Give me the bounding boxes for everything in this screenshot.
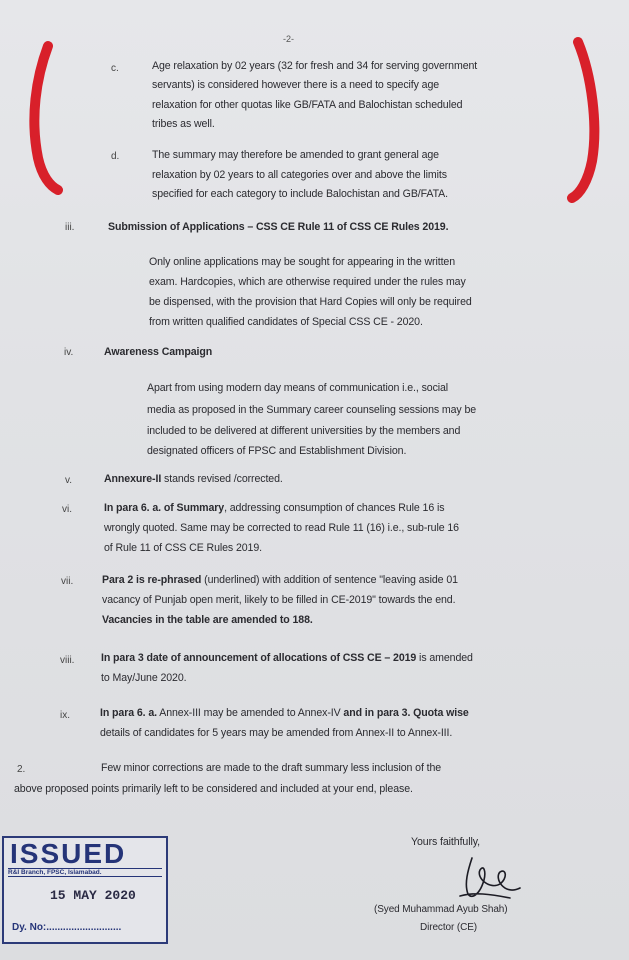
item-iv-line-2: media as proposed in the Summary career counseling sessions may be bbox=[147, 404, 477, 416]
item-iv-line-1: Apart from using modern day means of communication i.e., social bbox=[147, 382, 449, 394]
item-d-line-1: The summary may therefore be amended to grant general age bbox=[152, 149, 439, 161]
item-ix-bold-2: and in para 3. Quota wise bbox=[343, 707, 469, 719]
item-vi-line-2: wrongly quoted. Same may be corrected to read Rule 11 (16) i.e., sub-rule 16 bbox=[104, 522, 459, 534]
item-viii-bold: In para 3 date of announcement of allocations of CSS CE – 2019 bbox=[101, 652, 417, 664]
item-ix-bold: In para 6. a. bbox=[100, 707, 157, 719]
red-left-bracket-mark bbox=[20, 38, 70, 198]
closing-name: (Syed Muhammad Ayub Shah) bbox=[374, 904, 508, 915]
item-v-label: v. bbox=[65, 475, 73, 486]
item-vii-bold: Para 2 is re-phrased bbox=[102, 574, 202, 586]
item-d-line-3: specified for each category to include Balochistan and GB/FATA. bbox=[152, 188, 448, 200]
item-iii-label: iii. bbox=[65, 222, 75, 233]
closing-yours-faithfully: Yours faithfully, bbox=[411, 836, 480, 848]
item-ix-line-2: details of candidates for 5 years may be amended from Annex-II to Annex-III. bbox=[100, 727, 453, 739]
item-c-line-4: tribes as well. bbox=[152, 118, 215, 130]
item-iii-line-1: Only online applications may be sought for appearing in the written bbox=[149, 256, 456, 268]
closing-title: Director (CE) bbox=[420, 922, 478, 933]
item-d-line-2: relaxation by 02 years to all categories over and above the limits bbox=[152, 169, 447, 181]
item-vi-line-3: of Rule 11 of CSS CE Rules 2019. bbox=[104, 542, 262, 554]
item-v-bold: Annexure-II bbox=[104, 473, 162, 485]
item-vi-line-1-rest: , addressing consumption of chances Rule 16 is bbox=[224, 502, 445, 514]
item-iv-heading: Awareness Campaign bbox=[104, 346, 213, 358]
para-2-line-1: Few minor corrections are made to the draft summary less inclusion of the bbox=[101, 762, 442, 774]
item-vii-label: vii. bbox=[61, 576, 74, 587]
item-viii-line-1-rest: is amended bbox=[416, 652, 473, 664]
item-viii-line-1 bbox=[101, 648, 473, 668]
item-vi-bold: In para 6. a. of Summary bbox=[104, 502, 225, 514]
stamp-branch-text: R&I Branch, FPSC, Islamabad. bbox=[8, 868, 162, 877]
item-vi-line-1 bbox=[104, 498, 444, 518]
item-c-line-2: servants) is considered however there is a need to specify age bbox=[152, 79, 440, 91]
item-iv-line-3: included to be delivered at different universities by the members and bbox=[147, 425, 461, 437]
item-ix-line-1-mid: Annex-III may be amended to Annex-IV bbox=[157, 707, 344, 719]
item-iv-label: iv. bbox=[64, 347, 74, 358]
item-c-label: c. bbox=[111, 63, 119, 74]
item-d-label: d. bbox=[111, 151, 120, 162]
item-vi-label: vi. bbox=[62, 504, 72, 515]
item-iii-line-2: exam. Hardcopies, which are otherwise required under the rules may bbox=[149, 276, 466, 288]
item-vii-line-2: vacancy of Punjab open merit, likely to be filled in CE-2019" towards the end. bbox=[102, 594, 456, 606]
para-2-line-2: above proposed points primarily left to be considered and included at your end, please. bbox=[14, 783, 413, 795]
item-iii-line-3: be dispensed, with the provision that Hard Copies will only be required bbox=[149, 296, 472, 308]
item-vii-line-1 bbox=[102, 570, 458, 590]
item-viii-label: viii. bbox=[60, 655, 75, 666]
item-viii-line-2: to May/June 2020. bbox=[101, 672, 187, 684]
item-v-text bbox=[104, 469, 283, 489]
item-iv-line-4: designated officers of FPSC and Establishment Division. bbox=[147, 445, 407, 457]
item-iii-heading: Submission of Applications – CSS CE Rule 11 of CSS CE Rules 2019. bbox=[108, 221, 449, 233]
page-number: -2- bbox=[283, 34, 294, 44]
item-v-rest: stands revised /corrected. bbox=[161, 473, 283, 485]
item-vii-line-3: Vacancies in the table are amended to 188. bbox=[102, 614, 313, 626]
item-ix-label: ix. bbox=[60, 710, 70, 721]
item-iii-line-4: from written qualified candidates of Special CSS CE - 2020. bbox=[149, 316, 423, 328]
para-2-label: 2. bbox=[17, 764, 26, 775]
stamp-issued-text: ISSUED bbox=[10, 838, 127, 869]
stamp-date: 15 MAY 2020 bbox=[50, 888, 136, 903]
red-right-bracket-mark bbox=[560, 36, 610, 206]
issued-stamp bbox=[2, 836, 168, 944]
item-vii-line-1-rest: (underlined) with addition of sentence "leaving aside 01 bbox=[201, 574, 458, 586]
stamp-dy-no: Dy. No:........................... bbox=[12, 922, 122, 933]
item-ix-line-1 bbox=[100, 703, 469, 723]
item-c-line-3: relaxation for other quotas like GB/FATA and Balochistan scheduled bbox=[152, 99, 463, 111]
item-c-line-1: Age relaxation by 02 years (32 for fresh and 34 for serving government bbox=[152, 60, 478, 72]
